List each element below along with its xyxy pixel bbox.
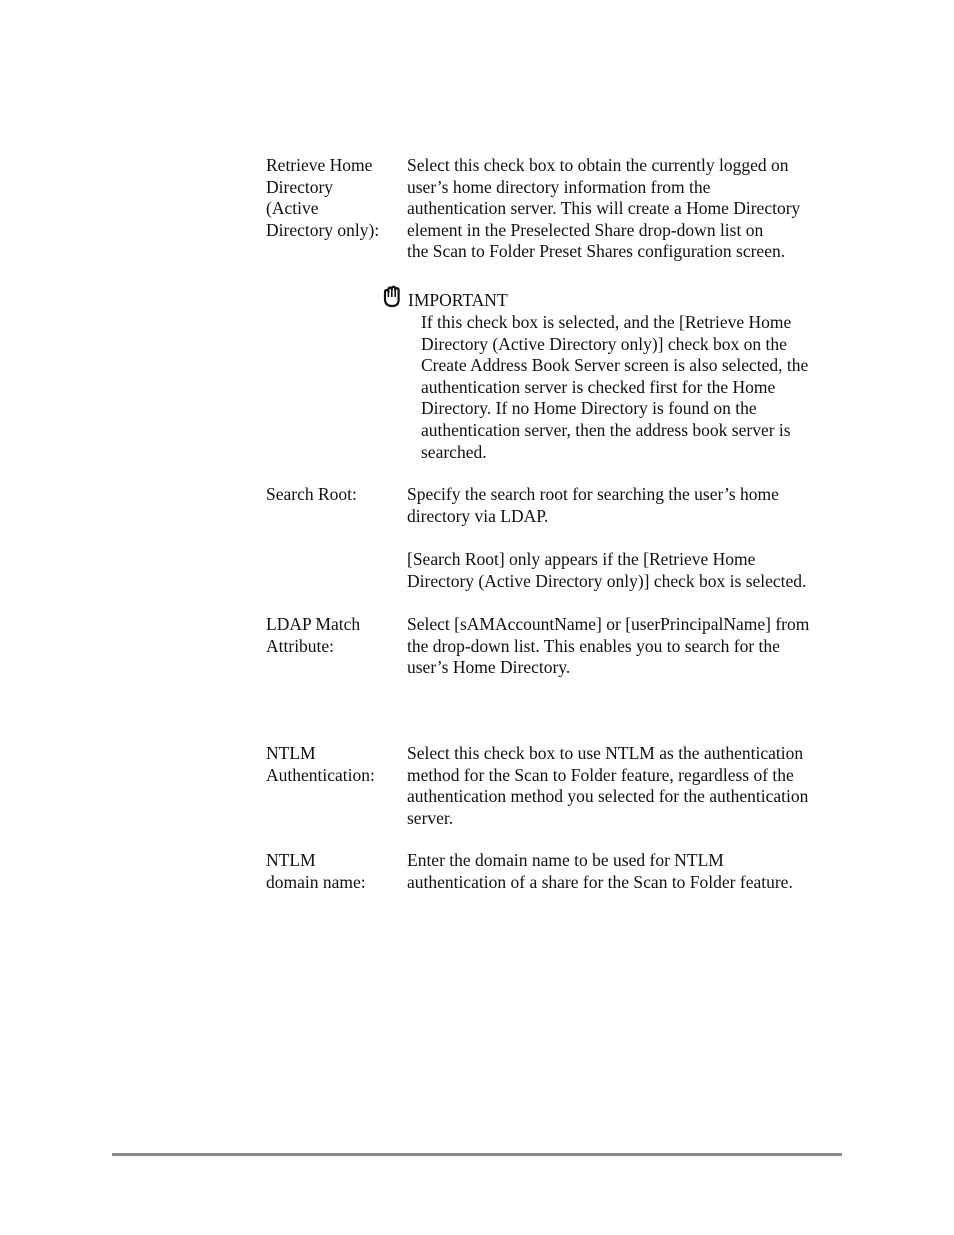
desc-line: Select this check box to use NTLM as the authentication [407,743,804,763]
note-line: Directory (Active Directory only)] check box is selected. [407,570,807,591]
important-title: IMPORTANT [408,290,508,310]
label-ntlm-authentication [266,743,401,786]
desc-line: Select this check box to obtain the currently logged on [407,155,789,175]
important-line: authentication server is checked first for the Home [421,376,776,397]
desc-ntlm-domain-name [407,850,847,893]
label-line: Directory [266,176,334,197]
desc-line: server. [407,807,454,828]
important-line: Create Address Book Server screen is also selected, the [421,355,809,376]
label-ntlm-domain-name [266,850,401,893]
important-line: Directory. If no Home Directory is found on the [421,398,757,419]
desc-line: method for the Scan to Folder feature, regardless of the [407,764,794,785]
important-line: authentication server, then the address book server is [421,419,791,440]
note-search-root [407,549,847,592]
desc-line: authentication method you selected for the authentication [407,786,809,807]
important-line: searched. [421,441,487,462]
desc-ldap-match-attribute [407,614,847,679]
label-line: NTLM [266,743,316,763]
important-note-body [421,312,851,463]
label-line: Search Root: [266,484,357,504]
important-line: If this check box is selected, and the [Retrieve Home [421,312,792,332]
desc-line: Specify the search root for searching the user’s home [407,484,779,504]
label-line: Directory only): [266,219,380,240]
label-line: LDAP Match [266,614,361,634]
label-line: (Active [266,198,319,219]
desc-line: user’s home directory information from the [407,176,711,197]
desc-line: the Scan to Folder Preset Shares configuration screen. [407,241,786,262]
important-line: Directory (Active Directory only)] check box on the [421,333,787,354]
desc-line: Enter the domain name to be used for NTLM [407,850,724,870]
label-retrieve-home-directory [266,155,401,241]
label-line: Retrieve Home [266,155,373,175]
desc-line: element in the Preselected Share drop-down list on [407,219,764,240]
label-ldap-match-attribute [266,614,401,657]
label-line: domain name: [266,871,366,892]
desc-line: the drop-down list. This enables you to search for the [407,635,780,656]
desc-line: authentication of a share for the Scan to Folder feature. [407,871,793,892]
note-line: [Search Root] only appears if the [Retrieve Home [407,549,756,569]
label-line: Authentication: [266,764,375,785]
label-line: NTLM [266,850,316,870]
desc-retrieve-home-directory [407,155,847,263]
label-line: Attribute: [266,635,335,656]
desc-line: Select [sAMAccountName] or [userPrincipalName] from [407,614,810,634]
important-note-header [381,285,508,312]
desc-line: user’s Home Directory. [407,657,571,678]
label-search-root [266,484,401,506]
desc-line: authentication server. This will create a Home Directory [407,198,801,219]
desc-line: directory via LDAP. [407,505,549,526]
hand-stop-icon [381,285,403,309]
desc-ntlm-authentication [407,743,847,829]
footer-divider [112,1153,842,1156]
desc-search-root [407,484,847,527]
